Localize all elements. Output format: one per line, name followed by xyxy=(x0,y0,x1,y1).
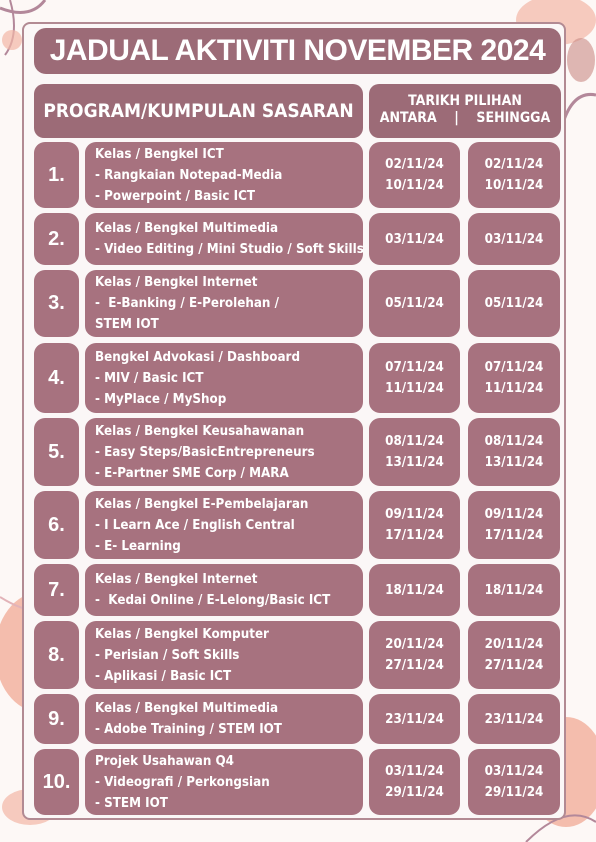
date-from-cell xyxy=(369,418,460,486)
date-value: 29/11/24 xyxy=(385,785,444,800)
program-cell xyxy=(85,749,363,815)
row-number: 1. xyxy=(34,142,79,208)
date-value: 05/11/24 xyxy=(484,296,544,311)
header-date-subtitles xyxy=(369,110,561,127)
table-row xyxy=(34,749,561,815)
table-row xyxy=(34,213,561,265)
date-value: 08/11/24 xyxy=(484,434,544,449)
program-line: - I Learn Ace / English Central xyxy=(95,517,295,533)
date-value: 03/11/24 xyxy=(385,764,444,779)
date-to-cell xyxy=(468,621,560,689)
program-line: Kelas / Bengkel Internet xyxy=(95,572,258,587)
program-line: Kelas / Bengkel E-Pembelajaran xyxy=(95,496,309,512)
date-value: 17/11/24 xyxy=(385,528,444,543)
date-from-cell xyxy=(369,564,460,616)
program-cell xyxy=(85,694,363,744)
program-cell xyxy=(85,491,363,559)
date-value: 02/11/24 xyxy=(484,157,544,172)
date-value: 10/11/24 xyxy=(484,178,544,193)
date-to-cell xyxy=(468,142,560,208)
date-value: 20/11/24 xyxy=(484,637,544,652)
date-from-cell xyxy=(369,343,460,413)
date-value: 03/11/24 xyxy=(484,764,544,779)
header-separator: | xyxy=(454,110,459,126)
date-value: 03/11/24 xyxy=(484,231,544,247)
program-line: Kelas / Bengkel Internet xyxy=(95,275,258,290)
date-value: 02/11/24 xyxy=(385,157,444,172)
row-number: 8. xyxy=(34,621,79,689)
date-to-cell xyxy=(468,213,560,265)
date-value: 18/11/24 xyxy=(484,582,544,598)
table-row xyxy=(34,621,561,689)
date-value: 05/11/24 xyxy=(385,296,444,311)
header-date-to: SEHINGGA xyxy=(476,110,551,126)
program-cell xyxy=(85,564,363,616)
row-number: 4. xyxy=(34,343,79,413)
program-line: - E- Learning xyxy=(95,538,181,554)
program-line: - Kedai Online / E-Lelong/Basic ICT xyxy=(95,593,331,608)
row-number: 3. xyxy=(34,270,79,337)
date-value: 27/11/24 xyxy=(385,658,444,673)
row-number: 9. xyxy=(34,694,79,744)
program-line: Kelas / Bengkel ICT xyxy=(95,146,224,162)
date-value: 10/11/24 xyxy=(385,178,444,193)
program-line: - STEM IOT xyxy=(95,795,168,811)
date-value: 11/11/24 xyxy=(385,381,444,396)
date-value: 11/11/24 xyxy=(484,381,544,396)
row-number: 10. xyxy=(34,749,79,815)
date-from-cell xyxy=(369,621,460,689)
date-value: 23/11/24 xyxy=(484,711,544,727)
program-line: - Videografi / Perkongsian xyxy=(95,774,270,790)
program-cell xyxy=(85,621,363,689)
date-value: 09/11/24 xyxy=(385,507,444,522)
table-row xyxy=(34,142,561,208)
header-program: PROGRAM/KUMPULAN SASARAN xyxy=(34,84,363,138)
table-row xyxy=(34,418,561,486)
table-row xyxy=(34,491,561,559)
program-line: Kelas / Bengkel Komputer xyxy=(95,626,269,642)
date-from-cell xyxy=(369,213,460,265)
date-from-cell xyxy=(369,694,460,744)
date-value: 20/11/24 xyxy=(385,637,444,652)
program-line: - Aplikasi / Basic ICT xyxy=(95,668,232,684)
page-title: JADUAL AKTIVITI NOVEMBER 2024 xyxy=(34,28,561,74)
row-number: 7. xyxy=(34,564,79,616)
date-value: 18/11/24 xyxy=(385,582,444,598)
table-row xyxy=(34,694,561,744)
program-cell xyxy=(85,343,363,413)
row-number: 2. xyxy=(34,213,79,265)
date-to-cell xyxy=(468,418,560,486)
program-line: - Powerpoint / Basic ICT xyxy=(95,188,256,204)
date-from-cell xyxy=(369,142,460,208)
header-dates xyxy=(369,84,561,138)
program-line: - MIV / Basic ICT xyxy=(95,370,204,386)
date-to-cell xyxy=(468,270,560,337)
header-date-from: ANTARA xyxy=(379,110,437,126)
table-row xyxy=(34,270,561,337)
program-line: Kelas / Bengkel Multimedia xyxy=(95,221,279,236)
program-line: - E-Partner SME Corp / MARA xyxy=(95,465,289,481)
table-row xyxy=(34,343,561,413)
date-from-cell xyxy=(369,749,460,815)
date-value: 23/11/24 xyxy=(385,711,444,727)
date-to-cell xyxy=(468,749,560,815)
date-to-cell xyxy=(468,694,560,744)
header-date-title: TARIKH PILIHAN xyxy=(408,93,522,109)
program-line: Projek Usahawan Q4 xyxy=(95,753,235,769)
date-value: 17/11/24 xyxy=(484,528,544,543)
date-value: 07/11/24 xyxy=(385,360,444,375)
program-line: - Easy Steps/BasicEntrepreneurs xyxy=(95,444,315,460)
program-line: Bengkel Advokasi / Dashboard xyxy=(95,349,301,365)
program-line: - MyPlace / MyShop xyxy=(95,391,227,407)
program-line: Kelas / Bengkel Keusahawanan xyxy=(95,423,305,439)
date-from-cell xyxy=(369,270,460,337)
program-line: STEM IOT xyxy=(95,317,159,332)
date-to-cell xyxy=(468,564,560,616)
program-cell xyxy=(85,213,363,265)
table-row xyxy=(34,564,561,616)
program-cell xyxy=(85,418,363,486)
program-line: - Adobe Training / STEM IOT xyxy=(95,722,282,737)
date-value: 03/11/24 xyxy=(385,231,444,247)
program-line: - Video Editing / Mini Studio / Soft Skills xyxy=(95,242,364,257)
row-number: 5. xyxy=(34,418,79,486)
date-value: 09/11/24 xyxy=(484,507,544,522)
date-from-cell xyxy=(369,491,460,559)
date-value: 13/11/24 xyxy=(385,455,444,470)
date-to-cell xyxy=(468,343,560,413)
program-line: - Perisian / Soft Skills xyxy=(95,647,240,663)
date-value: 07/11/24 xyxy=(484,360,544,375)
program-line: Kelas / Bengkel Multimedia xyxy=(95,701,279,716)
program-cell xyxy=(85,270,363,337)
program-line: - E-Banking / E-Perolehan / xyxy=(95,296,279,311)
date-value: 29/11/24 xyxy=(484,785,544,800)
date-value: 08/11/24 xyxy=(385,434,444,449)
date-to-cell xyxy=(468,491,560,559)
program-line: - Rangkaian Notepad-Media xyxy=(95,167,283,183)
row-number: 6. xyxy=(34,491,79,559)
date-value: 13/11/24 xyxy=(484,455,544,470)
program-cell xyxy=(85,142,363,208)
date-value: 27/11/24 xyxy=(484,658,544,673)
